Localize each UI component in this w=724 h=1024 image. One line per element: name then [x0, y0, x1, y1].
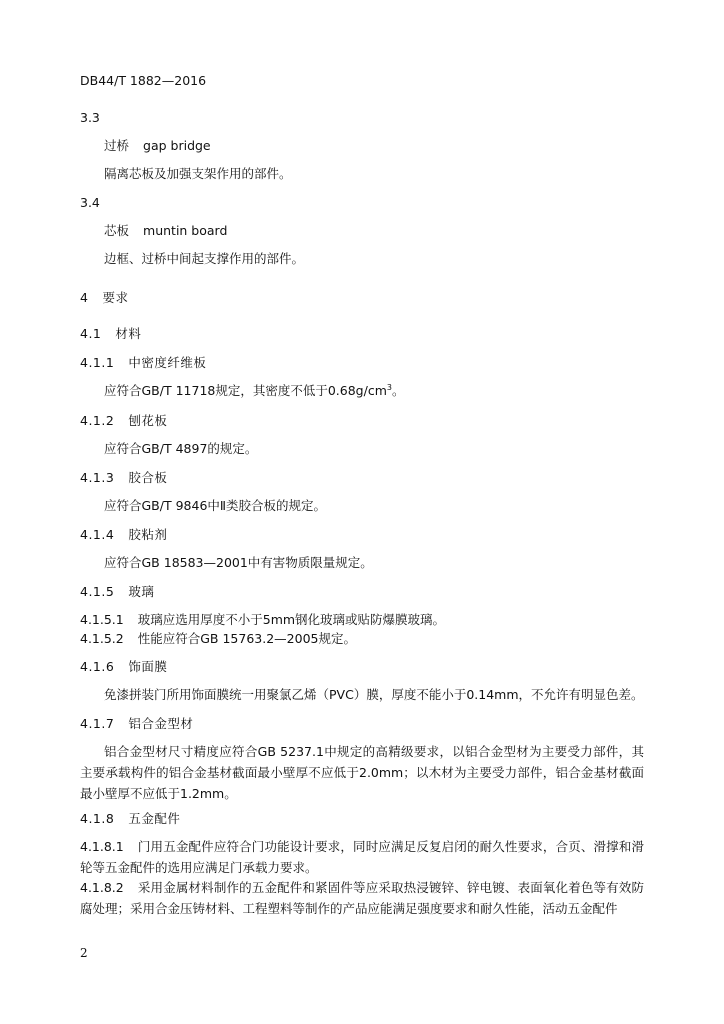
clause-number: 4.1.5.2 [80, 631, 124, 646]
clause-number: 4.1.8.2 [80, 880, 124, 895]
clause-text: 性能应符合GB 15763.2—2005规定。 [137, 631, 356, 646]
term-en: muntin board [143, 223, 228, 238]
section-4-heading [80, 290, 128, 306]
heading-title: 五金配件 [128, 811, 181, 826]
section-4-1-7-text: 铝合金型材尺寸精度应符合GB 5237.1中规定的高精级要求，以铝合金型材为主要受力部件，其主要承载构件的铝合金基材截面最小壁厚不应低于2.0mm；以木材为主要受力部件，铝合金基材截面最小壁厚不应低于1.2mm。 [80, 744, 644, 801]
page-number: 2 [80, 946, 88, 960]
heading-title: 刨花板 [128, 413, 168, 428]
heading-title: 胶合板 [128, 470, 168, 485]
clause-3-3-definition: 隔离芯板及加强支架作用的部件。 [104, 166, 292, 181]
clause-3-3-term [104, 138, 211, 154]
clause-4-1-5-2 [80, 631, 356, 647]
clause-3-4-number: 3.4 [80, 195, 100, 210]
term-zh: 芯板 [104, 223, 130, 238]
clause-3-4-definition: 边框、过桥中间起支撑作用的部件。 [104, 251, 305, 266]
section-4-1-3-heading [80, 470, 167, 486]
section-4-1-6-text: 免漆拼装门所用饰面膜统一用聚氯乙烯（PVC）膜，厚度不能小于0.14mm，不允许有明显色差。 [104, 687, 644, 702]
clause-number: 4.1.5.1 [80, 612, 124, 627]
heading-title: 饰面膜 [128, 659, 168, 674]
heading-title: 中密度纤维板 [128, 355, 207, 370]
heading-title: 胶粘剂 [128, 527, 168, 542]
section-4-1-7-heading [80, 716, 193, 732]
term-zh: 过桥 [104, 138, 130, 153]
heading-title: 材料 [115, 326, 142, 341]
section-4-1-1-heading [80, 355, 206, 371]
clause-number: 4.1.8.1 [80, 839, 124, 854]
clause-text: 门用五金配件应符合门功能设计要求，同时应满足反复启闭的耐久性要求，合页、滑撑和滑轮等五金配件的选用应满足门承载力要求。 [80, 839, 644, 875]
heading-number: 4 [80, 290, 89, 305]
heading-title: 要求 [102, 290, 129, 305]
clause-4-1-5-1 [80, 612, 445, 628]
section-4-1-6-heading [80, 659, 167, 675]
section-4-1-2-heading [80, 413, 167, 429]
heading-number: 4.1.1 [80, 355, 115, 370]
clause-text: 采用金属材料制作的五金配件和紧固件等应采取热浸镀锌、锌电镀、表面氧化着色等有效防腐处理；采用合金压铸材料、工程塑料等制作的产品应能满足强度要求和耐久性能，活动五金配件 [80, 880, 644, 916]
heading-number: 4.1.8 [80, 811, 115, 826]
clause-3-4-term [104, 223, 227, 239]
heading-number: 4.1.6 [80, 659, 115, 674]
heading-number: 4.1 [80, 326, 102, 341]
section-4-1-4-heading [80, 527, 167, 543]
section-4-1-2-text: 应符合GB/T 4897的规定。 [104, 441, 258, 456]
heading-number: 4.1.3 [80, 470, 115, 485]
clause-3-3-number: 3.3 [80, 110, 100, 125]
section-4-1-4-text: 应符合GB 18583—2001中有害物质限量规定。 [104, 555, 373, 570]
heading-number: 4.1.7 [80, 716, 115, 731]
section-4-1-5-heading [80, 584, 154, 600]
heading-number: 4.1.2 [80, 413, 115, 428]
standard-code-header: DB44/T 1882—2016 [80, 73, 207, 88]
heading-number: 4.1.4 [80, 527, 115, 542]
heading-title: 铝合金型材 [128, 716, 194, 731]
section-4-1-3-text: 应符合GB/T 9846中Ⅱ类胶合板的规定。 [104, 498, 327, 513]
term-en: gap bridge [143, 138, 211, 153]
clause-4-1-8-2 [80, 877, 644, 919]
heading-number: 4.1.5 [80, 584, 115, 599]
clause-4-1-8-1 [80, 836, 644, 878]
clause-text: 玻璃应选用厚度不小于5mm钢化玻璃或贴防爆膜玻璃。 [137, 612, 446, 627]
section-4-1-8-heading [80, 811, 180, 827]
section-4-1-1-text: 应符合GB/T 11718规定，其密度不低于$0.68g/cm^3$。 [104, 382, 405, 398]
section-4-1-heading [80, 326, 141, 342]
heading-title: 玻璃 [128, 584, 155, 599]
